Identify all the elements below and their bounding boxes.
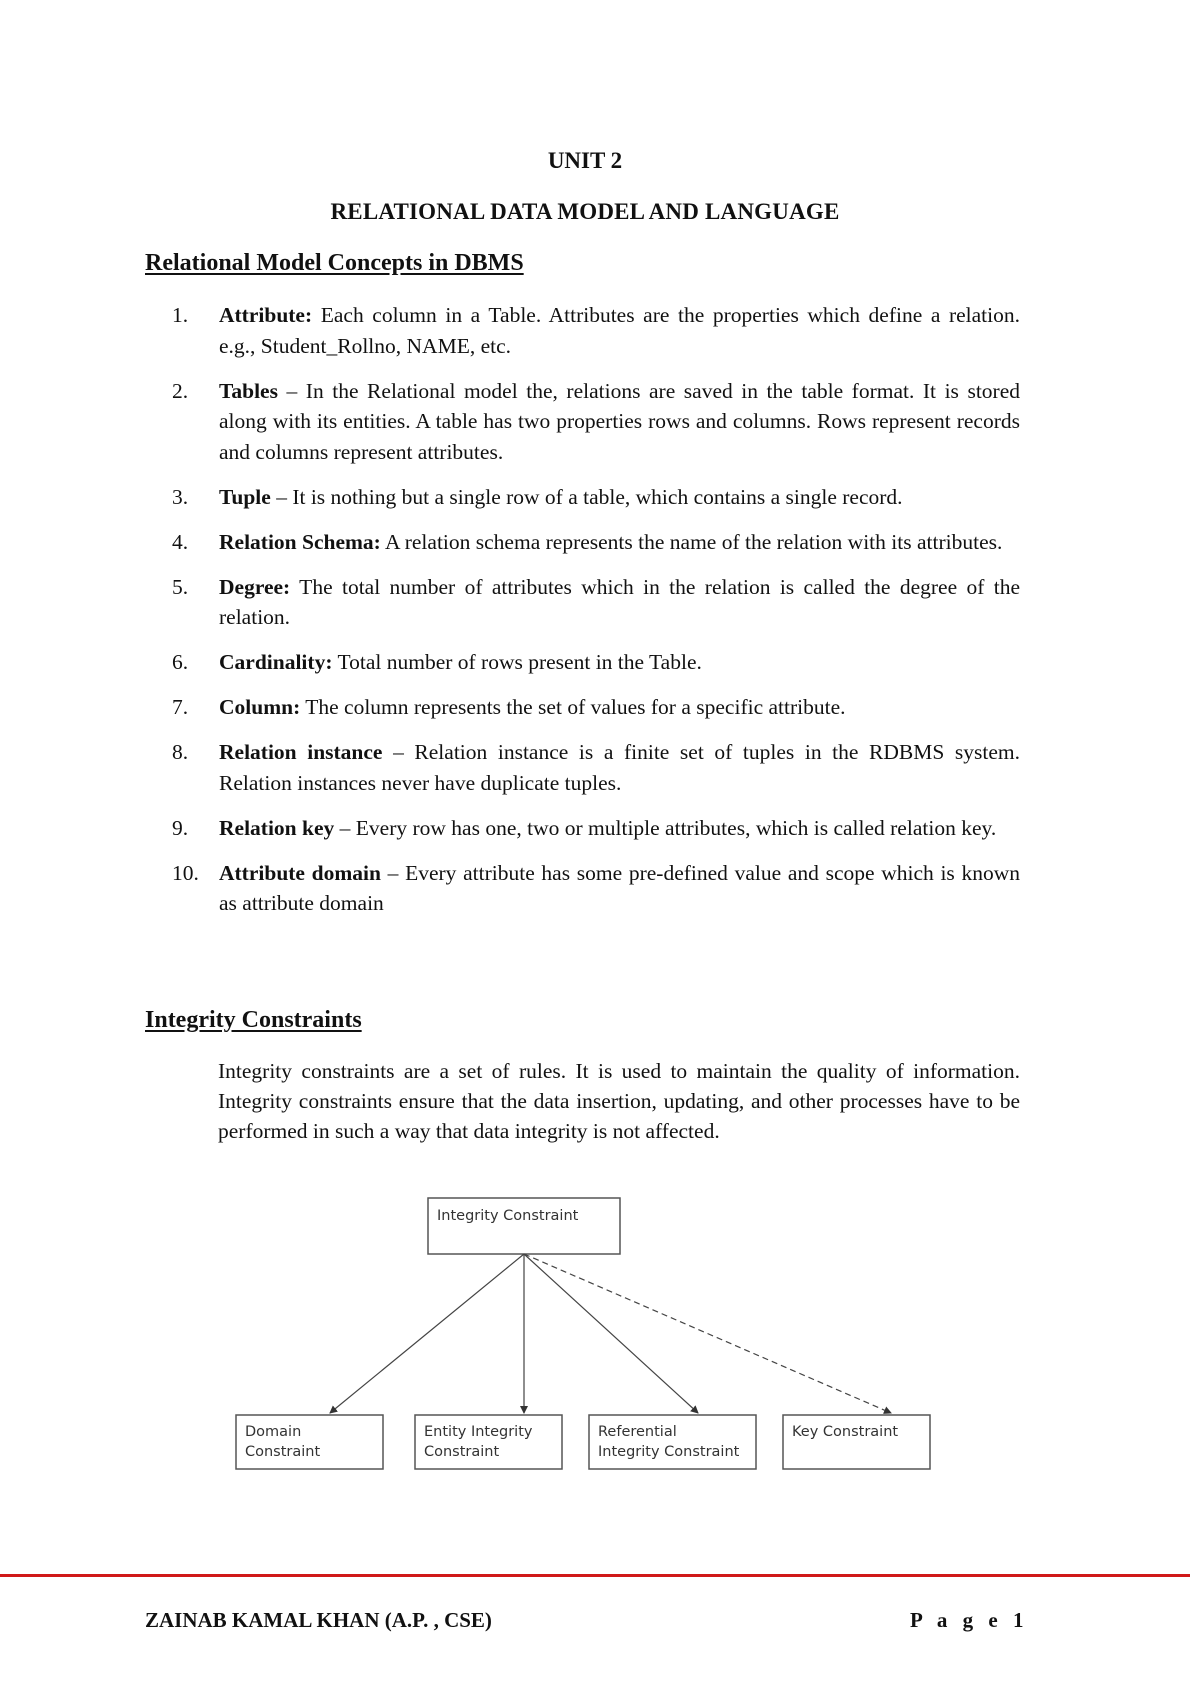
item-number: 9.	[172, 815, 189, 840]
item-term: Attribute domain	[219, 860, 381, 885]
item-text: The total number of attributes which in the relation is called the degree of the relation.	[219, 574, 1020, 629]
integrity-paragraph: Integrity constraints are a set of rules. It is used to maintain the quality of information. Integrity constraints ensure that the data insertion, updating, and other processes have to be performed in such a way that data integrity is not affected.	[218, 1059, 1020, 1143]
footer-author: ZAINAB KAMAL KHAN (A.P. , CSE)	[145, 1608, 492, 1632]
unit-label: UNIT 2	[547, 148, 623, 173]
child-node-entity-integrity	[415, 1415, 562, 1469]
item-term: Relation Schema:	[219, 529, 381, 554]
item-term: Relation key	[219, 815, 335, 840]
child-node-domain	[236, 1415, 383, 1469]
item-text: – It is nothing but a single row of a table, which contains a single record.	[270, 484, 903, 509]
child-label-line1: Key Constraint	[792, 1424, 899, 1440]
item-number: 1.	[172, 303, 189, 327]
item-number: 2.	[172, 378, 189, 403]
item-number: 5.	[172, 574, 189, 599]
child-label-line2: Constraint	[245, 1444, 321, 1460]
document-title: RELATIONAL DATA MODEL AND LANGUAGE	[330, 199, 840, 224]
item-text: – Every attribute has some pre-defined value and scope which is known as attribute domain	[219, 860, 1021, 915]
item-text: The column represents the set of values for a specific attribute.	[300, 695, 846, 719]
item-number: 6.	[172, 650, 189, 674]
item-term: Degree:	[219, 574, 291, 599]
item-number: 10.	[172, 860, 199, 885]
item-number: 4.	[172, 529, 189, 554]
item-text: – Every row has one, two or multiple attributes, which is called relation key.	[334, 815, 997, 840]
item-text: A relation schema represents the name of the relation with its attributes.	[380, 529, 1003, 554]
root-node	[428, 1198, 620, 1254]
child-label-line1: Entity Integrity	[424, 1424, 533, 1440]
item-term: Relation instance	[219, 740, 383, 764]
item-text: – Relation instance is a finite set of tuples in the RDBMS system. Relation instances never have duplicate tuples.	[219, 740, 1021, 795]
item-number: 8.	[172, 740, 189, 764]
footer-page-number: P a g e 1	[910, 1608, 1029, 1632]
item-number: 7.	[172, 695, 189, 719]
item-term: Tuple	[219, 484, 271, 509]
item-text: Total number of rows present in the Table.	[332, 650, 702, 674]
section-heading-integrity-constraints: Integrity Constraints	[145, 1007, 362, 1033]
footer-rule	[0, 1574, 1190, 1577]
connector-referential	[524, 1254, 698, 1413]
item-term: Cardinality:	[219, 650, 333, 674]
section-heading-relational-concepts: Relational Model Concepts in DBMS	[145, 250, 524, 276]
child-node-referential-integrity	[589, 1415, 756, 1469]
item-term: Tables	[219, 378, 278, 403]
connector-key	[524, 1254, 891, 1413]
item-number: 3.	[172, 484, 189, 509]
root-box	[428, 1198, 620, 1254]
child-label-line2: Constraint	[424, 1444, 500, 1460]
child-node-key-constraint	[783, 1415, 930, 1469]
connector-domain	[330, 1254, 524, 1413]
child-label-line2: Integrity Constraint	[598, 1444, 740, 1460]
child-label-line1: Domain	[245, 1424, 302, 1440]
item-term: Column:	[219, 695, 301, 719]
root-label: Integrity Constraint	[437, 1208, 579, 1224]
child-label-line1: Referential	[598, 1424, 677, 1440]
item-term: Attribute:	[219, 303, 313, 327]
item-text: Each column in a Table. Attributes are the properties which define a relation. e.g., Student_Rollno, NAME, etc.	[219, 303, 1020, 358]
item-text: – In the Relational model the, relations are saved in the table format. It is stored along with its entities. A table has two properties rows and columns. Rows represent records and columns represent attributes.	[219, 378, 1020, 464]
